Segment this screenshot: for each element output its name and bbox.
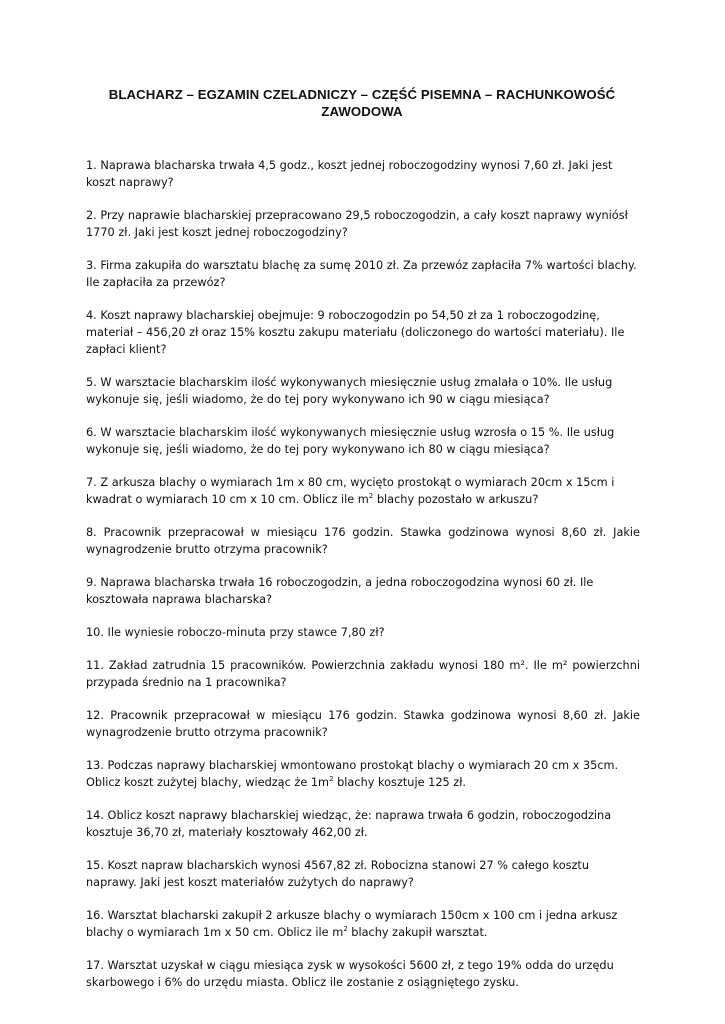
question-13 [86,757,640,791]
question-14: 14. Oblicz koszt naprawy blacharskiej wiedząc, że: naprawa trwała 6 godzin, roboczogodzina kosztuje 36,70 zł, materiały kosztowały 462,00 zł. [86,809,612,839]
question-16 [86,907,640,941]
title-line-2: ZAWODOWA [321,104,403,119]
question-7-tail: blachy pozostało w arkuszu? [373,493,539,506]
question-10: 10. Ile wyniesie roboczo-minuta przy stawce 7,80 zł? [86,626,385,639]
question-11: 11. Zakład zatrudnia 15 pracowników. Powierzchnia zakładu wynosi 180 m². Ile m² powierzchni przypada średnio na 1 pracownika? [86,659,640,689]
question-16-tail: blachy zakupił warsztat. [347,926,488,939]
question-3: 3. Firma zakupiła do warsztatu blachę za sumę 2010 zł. Za przewóz zapłaciła 7% wartości blachy. Ile zapłaciła za przewóz? [86,259,637,289]
question-4: 4. Koszt naprawy blacharskiej obejmuje: 9 roboczogodzin po 54,50 zł za 1 roboczogodzinę, materiał – 456,20 zł oraz 15% kosztu zakupu materiału (doliczonego do wartości materiału). Ile zapłaci klient? [86,309,625,356]
question-13-superscript: 2 [329,775,334,783]
question-7-superscript: 2 [368,492,374,500]
question-16-superscript: 2 [343,925,348,933]
question-7-text: 7. Z arkusza blachy o wymiarach 1m x 80 cm, wycięto prostokąt o wymiarach 20cm x 15cm i kwadrat o wymiarach 10 cm x 10 cm. Oblicz ile m [86,476,615,506]
question-16-text: 16. Warsztat blacharski zakupił 2 arkusze blachy o wymiarach 150cm x 100 cm i jedna arkusz blachy o wymiarach 1m x 50 cm. Oblicz ile m [86,909,618,939]
question-13-tail: blachy kosztuje 125 zł. [333,776,467,789]
question-12: 12. Pracownik przepracował w miesiącu 176 godzin. Stawka godzinowa wynosi 8,60 zł. Jakie wynagrodzenie brutto otrzyma pracownik? [86,709,640,739]
question-9: 9. Naprawa blacharska trwała 16 roboczogodzin, a jedna roboczogodzina wynosi 60 zł. Ile kosztowała naprawa blacharska? [86,576,594,606]
question-1: 1. Naprawa blacharska trwała 4,5 godz., koszt jednej roboczogodziny wynosi 7,60 zł. Jaki jest koszt naprawy? [86,159,613,189]
question-15: 15. Koszt napraw blacharskich wynosi 4567,82 zł. Robocizna stanowi 27 % całego kosztu naprawy. Jaki jest koszt materiałów zużytych do naprawy? [86,859,590,889]
question-2: 2. Przy naprawie blacharskiej przepracowano 29,5 roboczogodzin, a cały koszt naprawy wyniósł 1770 zł. Jaki jest koszt jednej roboczogodziny? [86,209,628,239]
questions-list [86,157,640,1007]
question-7 [86,474,640,508]
question-6: 6. W warsztacie blacharskim ilość wykonywanych miesięcznie usług wzrosła o 15 %. Ile usług wykonuje się, jeśli wiadomo, że do tej pory wykonywano ich 80 w ciągu miesiąca? [86,426,615,456]
question-5: 5. W warsztacie blacharskim ilość wykonywanych miesięcznie usług zmalała o 10%. Ile usług wykonuje się, jeśli wiadomo, że do tej pory wykonywano ich 90 w ciągu miesiąca? [86,376,613,406]
question-13-text: 13. Podczas naprawy blacharskiej wmontowano prostokąt blachy o wymiarach 20 cm x 35cm. Oblicz koszt zużytej blachy, wiedząc że 1m [86,759,619,789]
title-line-1: BLACHARZ – EGZAMIN CZELADNICZY – CZĘŚĆ PISEMNA – RACHUNKOWOŚĆ [108,87,616,102]
question-8: 8. Pracownik przepracował w miesiącu 176 godzin. Stawka godzinowa wynosi 8,60 zł. Jakie wynagrodzenie brutto otrzyma pracownik? [86,526,640,556]
question-17: 17. Warsztat uzyskał w ciągu miesiąca zysk w wysokości 5600 zł, z tego 19% odda do urzędu skarbowego i 6% do urzędu miasta. Oblicz ile zostanie z osiągniętego zysku. [86,959,614,989]
document-title [86,86,638,120]
